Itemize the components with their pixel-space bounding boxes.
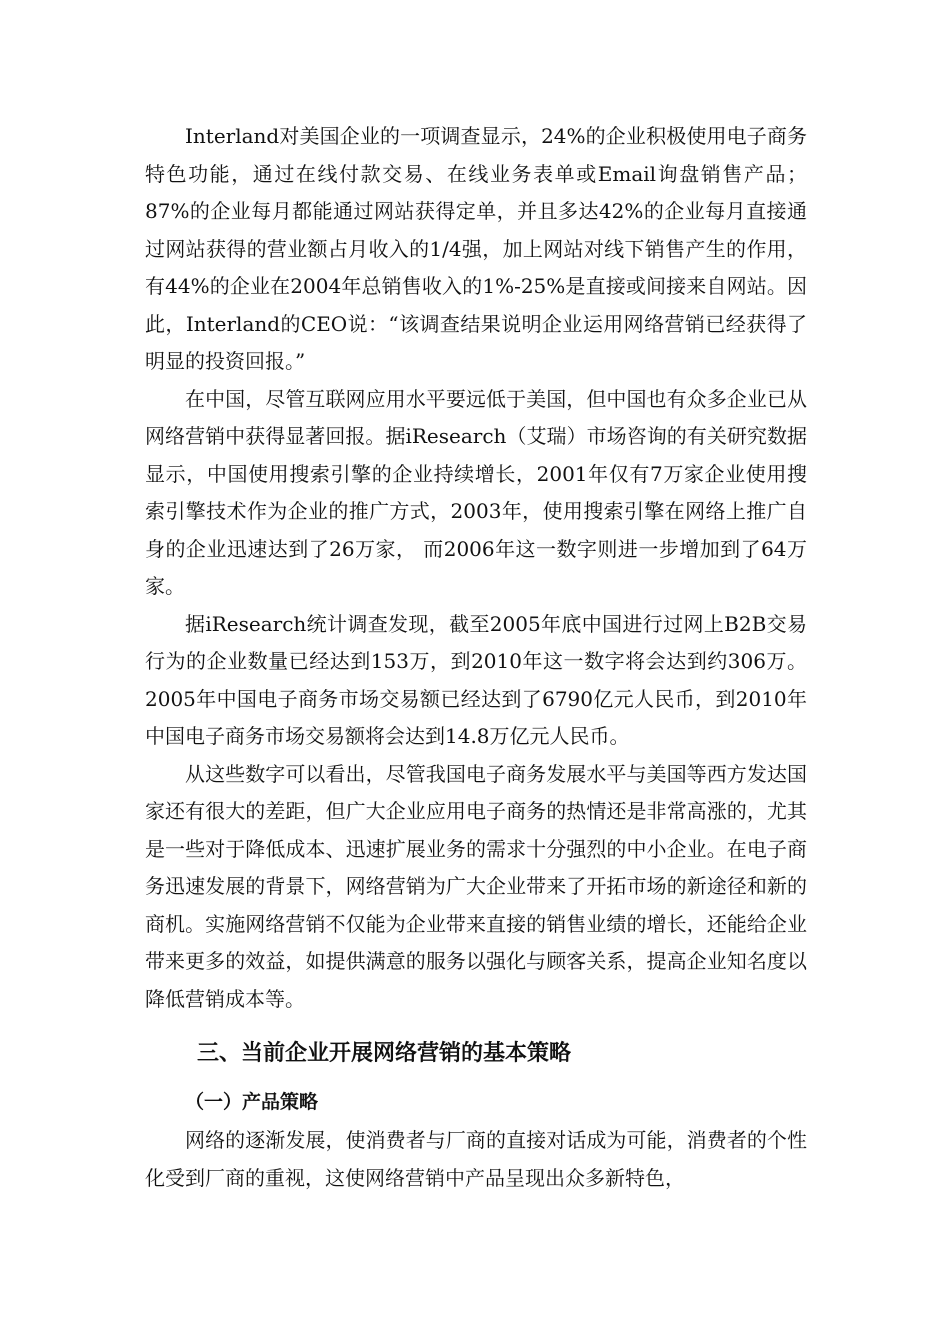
section-heading: 三、当前企业开展网络营销的基本策略	[197, 1041, 572, 1066]
paragraph-china-search-engine: 在中国，尽管互联网应用水平要远低于美国，但中国也有众多企业已从网络营销中获得显著回报。据iResearch（艾瑞）市场咨询的有关研究数据显示，中国使用搜索引擎的企业持续增长，2001年仅有7万家企业使用搜索引擎技术作为企业的推广方式，2003年，使用搜索引擎在网络上推广自身的企业迅速达到了26万家， 而2006年这一数字则进一步增加到了64万家。	[145, 386, 807, 598]
paragraph-interland-survey: Interland对美国企业的一项调查显示，24%的企业积极使用电子商务特色功能，通过在线付款交易、在线业务表单或Email询盘销售产品；87%的企业每月都能通过网站获得定单，并且多达42%的企业每月直接通过网站获得的营业额占月收入的1/4强，加上网站对线下销售产生的作用，有44%的企业在2004年总销售收入的1%-25%是直接或间接来自网站。因此，Interland的CEO说：“该调查结果说明企业运用网络营销已经获得了明显的投资回报。”	[145, 124, 807, 373]
sub-heading-product-strategy: （一）产品策略	[185, 1091, 319, 1113]
paragraph-iresearch-b2b: 据iResearch统计调查发现，截至2005年底中国进行过网上B2B交易行为的企业数量已经达到153万，到2010年这一数字将会达到约306万。2005年中国电子商务市场交易额已经达到了6790亿元人民币，到2010年中国电子商务市场交易额将会达到14.8万亿元人民币。	[145, 611, 807, 748]
paragraph-conclusion: 从这些数字可以看出，尽管我国电子商务发展水平与美国等西方发达国家还有很大的差距，但广大企业应用电子商务的热情还是非常高涨的，尤其是一些对于降低成本、迅速扩展业务的需求十分强烈的中小企业。在电子商务迅速发展的背景下，网络营销为广大企业带来了开拓市场的新途径和新的商机。实施网络营销不仅能为企业带来直接的销售业绩的增长，还能给企业带来更多的效益，如提供满意的服务以强化与顾客关系，提高企业知名度以降低营销成本等。	[145, 761, 807, 1011]
document-page	[145, 118, 807, 1197]
paragraph-product-strategy: 网络的逐渐发展，使消费者与厂商的直接对话成为可能，消费者的个性化受到厂商的重视，这使网络营销中产品呈现出众多新特色，	[145, 1128, 807, 1190]
